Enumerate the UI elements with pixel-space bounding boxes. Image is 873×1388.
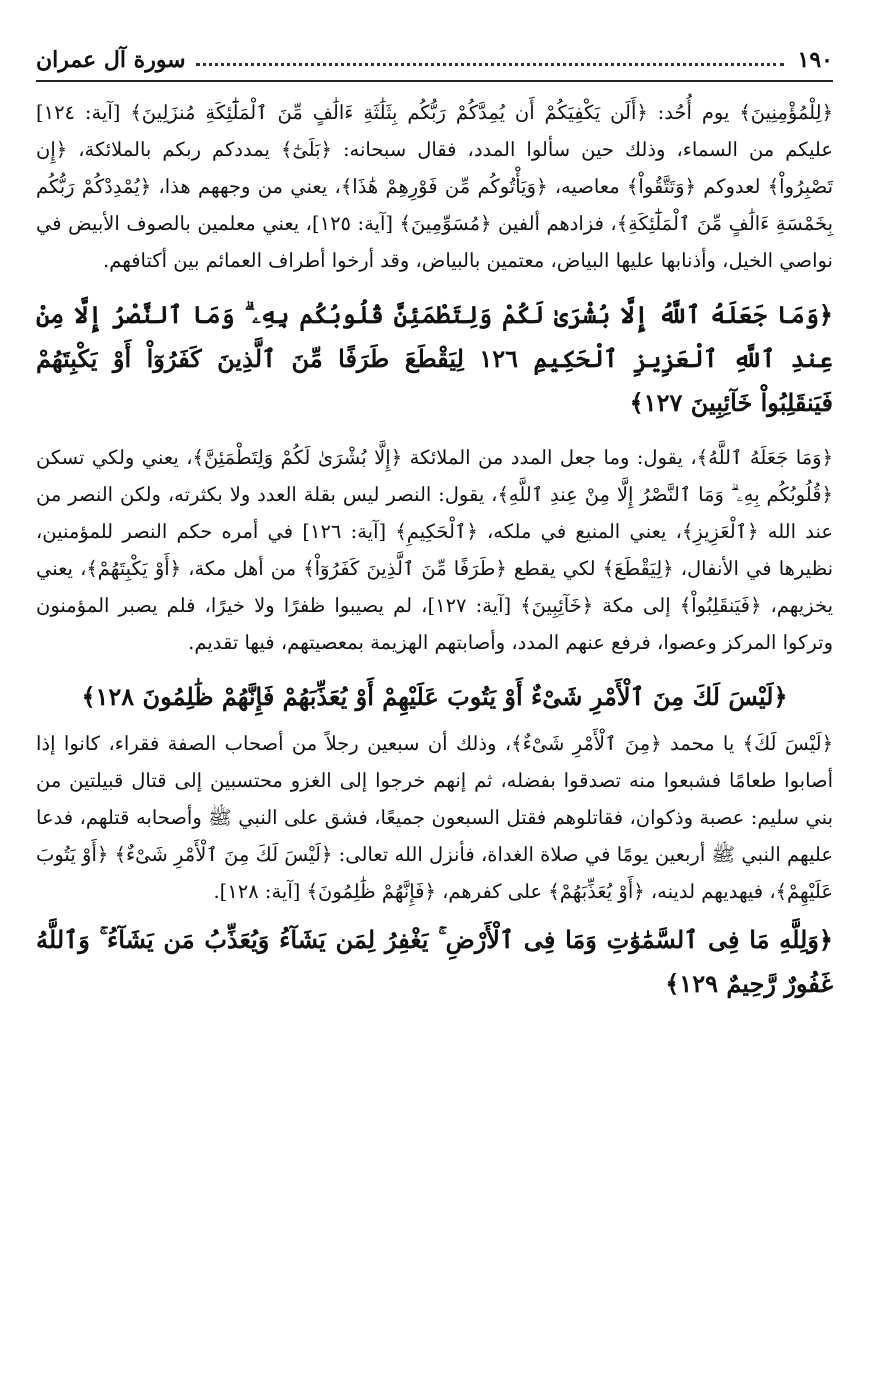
quran-verse: ﴿وَمَا جَعَلَهُ ٱللَّهُ إِلَّا بُشْرَىٰ لَكُمْ وَلِتَطْمَئِنَّ قُلُوبُكُم بِهِۦ ۗ وَمَا ٱلنَّصْرُ إِلَّا مِنْ عِندِ ٱللَّهِ ٱلْعَزِيزِ ٱلْحَكِيمِ ١٢٦ لِيَقْطَعَ طَرَفًا مِّنَ ٱلَّذِينَ كَفَرُوٓاْ أَوْ يَكْبِتَهُمْ فَيَنقَلِبُواْ خَآئِبِينَ ١٢٧﴾ bbox=[36, 300, 833, 417]
quran-verse: ﴿وَلِلَّهِ مَا فِى ٱلسَّمَٰوَٰتِ وَمَا فِى ٱلْأَرْضِ ۚ يَغْفِرُ لِمَن يَشَآءُ وَيُعَذِّبُ مَن يَشَآءُ ۚ وَٱللَّهُ غَفُورٌ رَّحِيمٌ ١٢٩﴾ bbox=[36, 925, 833, 998]
commentary-paragraph: ﴿لَيْسَ لَكَ﴾ يا محمد ﴿مِنَ ٱلْأَمْرِ شَىْءٌ﴾، وذلك أن سبعين رجلاً من أصحاب الصفة فقراء، كانوا إذا أصابوا طعامًا فشبعوا منه تصدقوا بفضله، ثم إنهم خرجوا إلى الغزو محتسبين إلى قتال قبيلتين من بني سليم: عصبة وذكوان، فقاتلوهم فقتل السبعون جميعًا، فشق على النبي ﷺ وأصحابه قتلهم، فدعا عليهم النبي ﷺ أربعين يومًا في صلاة الغداة، فأنزل الله تعالى: ﴿لَيْسَ لَكَ مِنَ ٱلْأَمْرِ شَىْءٌ﴾ ﴿أَوْ يَتُوبَ عَلَيْهِمْ﴾، فيهديهم لدينه، ﴿أَوْ يُعَذِّبَهُمْ﴾ على كفرهم، ﴿فَإِنَّهُمْ ظَٰلِمُونَ﴾ [آية: ١٢٨]. bbox=[36, 732, 833, 903]
commentary-paragraph: ﴿وَمَا جَعَلَهُ ٱللَّهُ﴾، يقول: وما جعل المدد من الملائكة ﴿إِلَّا بُشْرَىٰ لَكُمْ وَلِتَطْمَئِنَّ﴾، يعني ولكي تسكن ﴿قُلُوبُكُم بِهِۦ ۗ وَمَا ٱلنَّصْرُ إِلَّا مِنْ عِندِ ٱللَّهِ﴾، يقول: النصر ليس بقلة العدد ولا بكثرته، ولكن النصر من عند الله ﴿ٱلْعَزِيزِ﴾، يعني المنيع في ملكه، ﴿ٱلْحَكِيمِ﴾ [آية: ١٢٦] في أمره حكم النصر للمؤمنين، نظيرها في الأنفال، ﴿لِيَقْطَعَ﴾ لكي يقطع ﴿طَرَفًا مِّنَ ٱلَّذِينَ كَفَرُوٓاْ﴾ من أهل مكة، ﴿أَوْ يَكْبِتَهُمْ﴾، يعني يخزيهم، ﴿فَيَنقَلِبُواْ﴾ إلى مكة ﴿خَآئِبِينَ﴾ [آية: ١٢٧]، لم يصيبوا ظفرًا ولا خيرًا، فلم يصبر المؤمنون وتركوا المركز وعصوا، فرفع عنهم المدد، وأصابتهم الهزيمة بمعصيتهم، فيها تقديم. bbox=[36, 446, 834, 654]
sura-title: سورة آل عمران bbox=[36, 47, 186, 73]
page-number: ١٩٠ bbox=[797, 47, 833, 73]
quran-verse: ﴿لَيْسَ لَكَ مِنَ ٱلْأَمْرِ شَىْءٌ أَوْ يَتُوبَ عَلَيْهِمْ أَوْ يُعَذِّبَهُمْ فَإِنَّهُمْ ظَٰلِمُونَ ١٢٨﴾ bbox=[81, 682, 788, 711]
commentary-paragraph: ﴿لِلْمُؤْمِنِينَ﴾ يوم أُحُد: ﴿أَلَن يَكْفِيَكُمْ أَن يُمِدَّكُمْ رَبُّكُم بِثَلَٰثَةِ ءَالَٰفٍ مِّنَ ٱلْمَلَٰٓئِكَةِ مُنزَلِينَ﴾ [آية: ١٢٤] عليكم من السماء، وذلك حين سألوا المدد، فقال سبحانه: ﴿بَلَىٰٓ﴾ يمددكم ربكم بالملائكة، ﴿إِن تَصْبِرُواْ﴾ لعدوكم ﴿وَتَتَّقُواْ﴾ معاصيه، ﴿وَيَأْتُوكُم مِّن فَوْرِهِمْ هَٰذَا﴾، يعني من وجههم هذا، ﴿يُمْدِدْكُمْ رَبُّكُم بِخَمْسَةِ ءَالَٰفٍ مِّنَ ٱلْمَلَٰٓئِكَةِ﴾، فزادهم ألفين ﴿مُسَوِّمِينَ﴾ [آية: ١٢٥]، يعني معلمين بالصوف الأبيض في نواصي الخيل، وأذنابها عليها البياض، معتمين بالبياض، وقد أرخوا أطراف العمائم بين أكتافهم. bbox=[36, 101, 834, 272]
leader-dots bbox=[196, 63, 784, 66]
book-page bbox=[36, 40, 833, 1368]
running-header bbox=[36, 40, 833, 82]
